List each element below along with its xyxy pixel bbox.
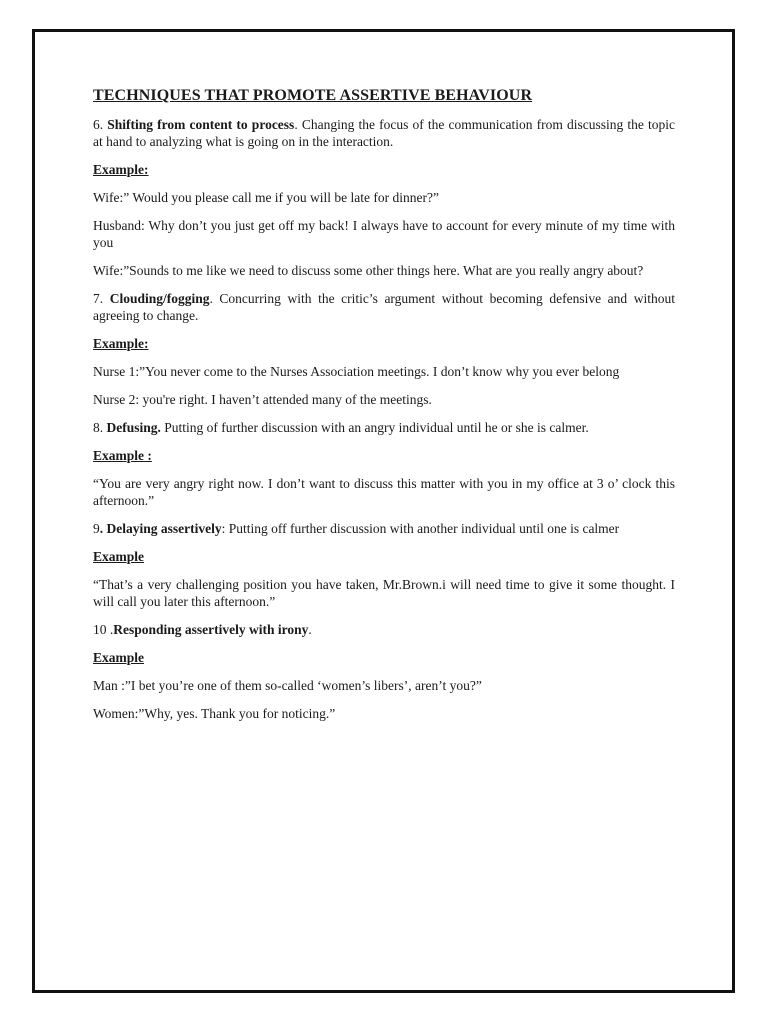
section-6-example-line: Wife:” Would you please call me if you will be late for dinner?” [93, 190, 439, 205]
section-7-definition: . Concurring with the critic’s argument without becoming defensive and without agreeing to change. [93, 291, 675, 323]
section-8-example-line: “You are very angry right now. I don’t want to discuss this matter with you in my office at 3 o’ clock this afternoon.” [93, 476, 675, 508]
section-9-heading [93, 520, 675, 537]
section-9-definition: : Putting off further discussion with another individual until one is calmer [221, 521, 620, 536]
section-7-number: 7. [93, 291, 110, 306]
section-10-number: 10 . [93, 622, 114, 637]
section-8-number: 8. [93, 420, 107, 435]
section-10-example-label: Example [93, 650, 145, 665]
section-10-heading [93, 621, 675, 638]
section-10-term: Responding assertively with irony [113, 622, 309, 637]
section-9-term: . Delaying assertively [99, 521, 222, 536]
page-title: TECHNIQUES THAT PROMOTE ASSERTIVE BEHAVIOUR [93, 87, 533, 104]
section-10-example-line: Women:”Why, yes. Thank you for noticing.” [93, 706, 336, 721]
section-6-example-line: Husband: Why don’t you just get off my back! I always have to account for every minute of my time with you [93, 218, 675, 250]
section-7-example-label: Example: [93, 336, 149, 351]
section-8-term: Defusing. [106, 420, 161, 435]
section-7-term: Clouding/fogging [109, 291, 210, 306]
section-6-example-line: Wife:”Sounds to me like we need to discuss some other things here. What are you really angry about? [93, 263, 644, 278]
section-9-number: 9 [93, 521, 100, 536]
section-8-heading [93, 419, 675, 436]
section-7-heading [93, 290, 675, 324]
section-7-example-line: Nurse 2: you're right. I haven’t attended many of the meetings. [93, 392, 432, 407]
section-6-number: 6. [93, 117, 108, 132]
section-6-heading [93, 116, 675, 150]
section-6-example-label: Example: [93, 162, 149, 177]
section-8-example-label: Example : [93, 448, 152, 463]
section-10-example-line: Man :”I bet you’re one of them so-called ‘women’s libers’, aren’t you?” [93, 678, 482, 693]
section-7-example-line: Nurse 1:”You never come to the Nurses Association meetings. I don’t know why you ever belong [93, 364, 620, 379]
section-9-example-label: Example [93, 549, 145, 564]
section-6-term: Shifting from content to process [107, 117, 295, 132]
section-10-definition: . [308, 622, 312, 637]
section-9-example-line: “That’s a very challenging position you have taken, Mr.Brown.i will need time to give it some thought. I will call you later this afternoon.” [93, 577, 675, 609]
document-body [93, 87, 675, 733]
section-6-definition: . Changing the focus of the communication from discussing the topic at hand to analyzing what is going on in the interaction. [93, 117, 675, 149]
section-8-definition: Putting of further discussion with an angry individual until he or she is calmer. [160, 420, 589, 435]
